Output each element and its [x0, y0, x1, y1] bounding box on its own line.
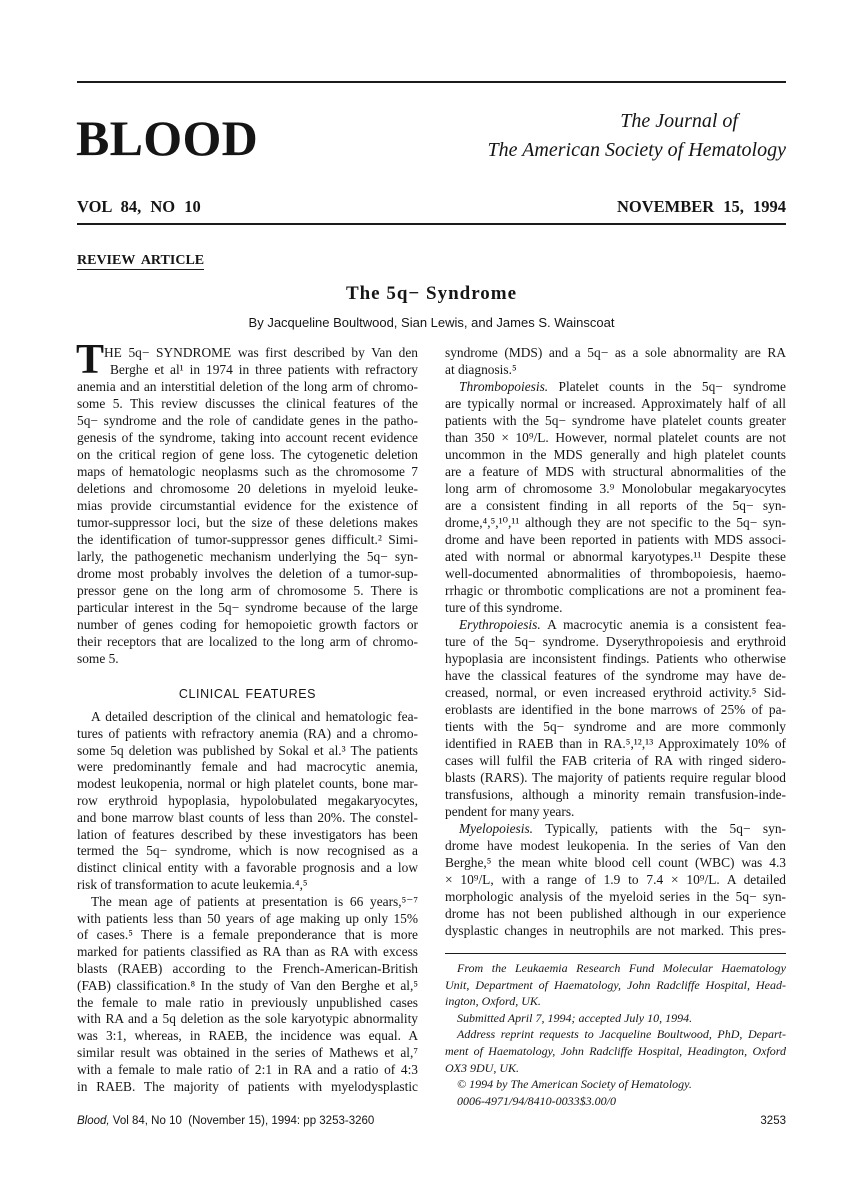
- text-line: [445, 871, 786, 888]
- line-text: modest leukopenia, normal or high platelet counts, bone mar-: [77, 776, 418, 792]
- left-column-clinical-features: [77, 709, 418, 1095]
- footer-journal-name: Blood,: [77, 1115, 110, 1127]
- text-line: [77, 582, 418, 599]
- text-line: [445, 616, 786, 633]
- section-heading-clinical-features: CLINICAL FEATURES: [178, 687, 317, 701]
- text-line: [445, 684, 786, 701]
- line-text: tumor-suppressor loci, but the size of these deletions makes: [77, 515, 418, 530]
- line-text: hypoplasia are inconsistent findings. Patients who otherwise: [445, 651, 786, 666]
- line-text: termed the 5q− syndrome, which is now recognised as a: [77, 843, 418, 859]
- line-text: lation of features described by these investigators has been: [77, 826, 418, 842]
- line-text: uncommon in the MDS generally and high platelet counts: [445, 447, 786, 462]
- volume-issue: VOL 84, NO 10: [77, 197, 201, 216]
- line-text: some 5. This review discusses the clinical features of the: [77, 396, 418, 411]
- text-line: [445, 361, 786, 378]
- text-line: [445, 497, 786, 514]
- text-line: [77, 378, 418, 395]
- text-line: [77, 548, 418, 565]
- line-text: number of genes coding for hemopoietic growth factors or: [77, 617, 418, 632]
- text-line: [77, 565, 418, 582]
- line-text: with a female to male ratio of 2:1 in RA and a ratio of 4:3: [77, 1061, 418, 1077]
- text-line: [445, 769, 786, 786]
- text-line: [77, 1079, 418, 1096]
- text-line: [445, 786, 786, 803]
- line-text: are a feature of MDS with structural abnormalities of the: [445, 464, 786, 479]
- line-text: ment of Haematology, John Radcliffe Hospital, Headington, Oxford: [445, 1043, 786, 1058]
- text-line: [77, 995, 418, 1012]
- footnotes: [445, 960, 786, 1109]
- text-line: [77, 961, 418, 978]
- text-line: [77, 743, 418, 760]
- text-line: [445, 718, 786, 735]
- line-text: larly, the pathogenetic mechanism underlying the 5q− syn-: [77, 549, 418, 564]
- text-line: [445, 650, 786, 667]
- line-text: drome most probably involves the deletion of a tumor-sup-: [77, 566, 418, 581]
- line-text: creased, normal, or even increased erythroid activity.⁵ Sid-: [445, 685, 786, 700]
- line-text: deletions and chromosome 20 deletions in myeloid leuke-: [77, 481, 418, 496]
- text-line: [77, 726, 418, 743]
- line-text: genesis of the syndrome, taking into account recent evidence: [77, 430, 418, 445]
- text-line: [445, 344, 786, 361]
- line-text: marked for patients classified as RA than as RA with excess: [77, 944, 418, 960]
- line-text: ture of this syndrome.: [445, 600, 563, 615]
- line-text: drome and have been reported in patients with MDS associ-: [445, 532, 786, 547]
- text-line: [445, 548, 786, 565]
- text-line: [77, 944, 418, 961]
- line-text: Typically, patients with the 5q− syn-: [533, 821, 786, 836]
- text-line: [445, 446, 786, 463]
- text-line: [77, 531, 418, 548]
- text-line: [445, 960, 786, 977]
- text-line: [445, 514, 786, 531]
- line-text: Address reprint requests to Jacqueline Boultwood, PhD, Depart-: [457, 1027, 786, 1042]
- text-line: [77, 810, 418, 827]
- line-text: eroblasts are identified in the bone marrows of 25% of pa-: [445, 702, 786, 717]
- text-line: [77, 361, 418, 378]
- text-line: [77, 514, 418, 531]
- text-line: [445, 735, 786, 752]
- text-line: [77, 877, 418, 894]
- line-text: © 1994 by The American Society of Hematology.: [457, 1077, 692, 1092]
- text-line: [445, 599, 786, 616]
- footnote-rule: [445, 953, 786, 954]
- line-text: pressor gene on the long arm of chromosome 5. There is: [77, 583, 418, 598]
- line-text: distinct clinical entity with a favorable prognosis and a low: [77, 860, 418, 876]
- line-text: particular interest in the 5q− syndrome because of the large: [77, 600, 418, 615]
- text-line: [445, 1093, 786, 1110]
- line-text: tures of patients with refractory anemia (RA) and a chromo-: [77, 725, 418, 741]
- line-text: 0006-4971/94/8410-0033$3.00/0: [457, 1093, 616, 1108]
- text-line: [445, 1076, 786, 1093]
- text-line: [77, 429, 418, 446]
- line-text: anemia and an interstitial deletion of the long arm of chromo-: [77, 379, 418, 394]
- line-text: pendent for many years.: [445, 804, 575, 819]
- line-text: 5q− syndrome and the role of candidate genes in the patho-: [77, 413, 418, 428]
- text-line: [77, 1028, 418, 1045]
- line-text: the female to male ratio in previously unpublished cases: [77, 994, 418, 1010]
- left-column-intro: [77, 344, 418, 667]
- line-text: Berghe et al¹ in 1974 in three patients with refractory: [110, 362, 418, 377]
- line-text: syndrome (MDS) and a 5q− as a sole abnormality are RA: [445, 345, 786, 360]
- masthead-bottom-rule: [77, 223, 786, 225]
- line-text: have the classical features of the syndrome may have de-: [445, 668, 786, 683]
- text-line: [77, 1011, 418, 1028]
- text-line: [77, 463, 418, 480]
- line-text: morphologic analysis of the myeloid series in the 5q− syn-: [445, 889, 786, 904]
- line-text: on the critical region of gene loss. The cytogenetic deletion: [77, 447, 418, 462]
- text-line: [77, 633, 418, 650]
- text-line: [445, 905, 786, 922]
- text-line: [445, 977, 786, 994]
- line-text: Unit, Department of Haematology, John Radcliffe Hospital, Head-: [445, 977, 786, 992]
- line-text: risk of transformation to acute leukemia.⁴,⁵: [77, 876, 308, 892]
- line-text: OX3 9DU, UK.: [445, 1060, 519, 1075]
- line-text: drome has not been published although in our experience: [445, 906, 786, 921]
- line-text: rrhagic or thrombotic complications are not a prominent fea-: [445, 583, 786, 598]
- footer-citation-details: Vol 84, No 10 (November 15), 1994: pp 3253-3260: [109, 1115, 375, 1127]
- text-line: [445, 820, 786, 837]
- line-text: well-documented abnormalities of thrombopoiesis, haemo-: [445, 566, 786, 581]
- byline: By Jacqueline Boultwood, Sian Lewis, and James S. Wainscoat: [248, 315, 615, 330]
- article-title: The 5q− Syndrome: [345, 283, 518, 304]
- text-line: [445, 854, 786, 871]
- text-line: [445, 531, 786, 548]
- line-text: than 350 × 10⁹/L. However, normal platelet counts are not: [445, 430, 786, 445]
- text-line: [77, 650, 418, 667]
- footer-citation: [77, 1114, 374, 1128]
- text-line: [77, 344, 418, 361]
- line-text: was 3:1, whereas, in RAEB, the incidence was equal. A: [77, 1028, 418, 1044]
- text-line: [445, 993, 786, 1010]
- section-label: REVIEW ARTICLE: [77, 253, 205, 268]
- line-text: row erythroid hypoplasia, hypolobulated megakaryocytes,: [77, 792, 418, 808]
- text-line: [445, 1026, 786, 1043]
- issue-date: NOVEMBER 15, 1994: [616, 197, 786, 216]
- text-line: [77, 927, 418, 944]
- line-text: HE 5q− SYNDROME was first described by Van den: [104, 345, 418, 360]
- line-text: are a consistent finding in all reports of the 5q− syn-: [445, 498, 786, 513]
- masthead-top-rule: [77, 81, 786, 83]
- text-line: [445, 565, 786, 582]
- line-text: the identification of tumor-suppressor genes difficult.² Simi-: [77, 532, 418, 547]
- text-line: [445, 480, 786, 497]
- text-line: [77, 894, 418, 911]
- line-text: ture of the 5q− syndrome. Dyserythropoiesis and erythroid: [445, 634, 786, 649]
- line-text: and bone marrow blast counts of less than 20%. The constel-: [77, 809, 418, 825]
- text-line: [445, 922, 786, 939]
- line-text: blasts (RARS). The majority of patients require regular blood: [445, 770, 786, 785]
- text-line: [445, 412, 786, 429]
- text-line: [445, 463, 786, 480]
- line-text: blasts (RAEB) according to the French-American-British: [77, 960, 418, 976]
- text-line: [77, 616, 418, 633]
- text-line: [77, 709, 418, 726]
- text-line: [77, 497, 418, 514]
- text-line: [77, 599, 418, 616]
- line-text: ington, Oxford, UK.: [445, 994, 541, 1009]
- line-text: The mean age of patients at presentation is 66 years,⁵⁻⁷: [91, 893, 418, 909]
- line-text: of cases.⁵ There is a female preponderance that is more: [77, 927, 418, 943]
- text-line: [77, 978, 418, 995]
- text-line: [445, 395, 786, 412]
- line-text: identified in RAEB than in RA.⁵,¹²,¹³ Approximately 10% of: [445, 736, 786, 751]
- text-line: [445, 837, 786, 854]
- text-line: [77, 1045, 418, 1062]
- line-text: some 5q deletion was published by Sokal et al.³ The patients: [77, 742, 418, 758]
- text-line: [445, 701, 786, 718]
- line-text: transfusions, although a minority remain transfusion-inde-: [445, 787, 786, 802]
- text-line: [445, 752, 786, 769]
- line-text: dysplastic changes in neutrophils are not marked. This pres-: [445, 923, 786, 938]
- text-line: [77, 911, 418, 928]
- text-line: [445, 888, 786, 905]
- run-in-subheading: Thrombopoiesis.: [459, 379, 549, 394]
- line-text: A macrocytic anemia is a consistent fea-: [540, 617, 786, 632]
- text-line: [77, 759, 418, 776]
- text-line: [77, 395, 418, 412]
- text-line: [445, 1043, 786, 1060]
- journal-subtitle-line-2: The American Society of Hematology: [487, 139, 786, 161]
- line-text: Berghe,⁵ the mean white blood cell count (WBC) was 4.3: [445, 855, 786, 870]
- run-in-subheading: Myelopoiesis.: [459, 821, 534, 836]
- line-text: drome have modest leukopenia. In the series of Van den: [445, 838, 786, 853]
- text-line: [77, 480, 418, 497]
- text-line: [445, 1010, 786, 1027]
- line-text: patients with the 5q− syndrome have platelet counts greater: [445, 413, 786, 428]
- journal-subtitle-line-1: The Journal of: [620, 110, 738, 132]
- line-text: (FAB) classification.⁸ In the study of Van den Berghe et al,⁵: [77, 977, 418, 993]
- text-line: [77, 827, 418, 844]
- line-text: From the Leukaemia Research Fund Molecular Haematology: [457, 961, 786, 975]
- line-text: in RAEB. The majority of patients with myelodysplastic: [77, 1078, 418, 1094]
- line-text: similar result was obtained in the series of Mathews et al,⁷: [77, 1044, 418, 1060]
- line-text: long arm of chromosome 3.⁹ Monolobular megakaryocytes: [445, 481, 786, 496]
- text-line: [77, 776, 418, 793]
- text-line: [77, 1062, 418, 1079]
- text-line: [77, 843, 418, 860]
- text-line: [445, 1060, 786, 1077]
- line-text: Submitted April 7, 1994; accepted July 10, 1994.: [457, 1010, 693, 1025]
- line-text: A detailed description of the clinical and hematologic fea-: [91, 709, 418, 724]
- line-text: Platelet counts in the 5q− syndrome: [548, 379, 786, 394]
- line-text: drome,⁴,⁵,¹⁰,¹¹ although they are not specific to the 5q− syn-: [445, 515, 786, 530]
- line-text: maps of hematologic neoplasms such as the chromosome 7: [77, 464, 418, 479]
- text-line: [445, 378, 786, 395]
- text-line: [77, 412, 418, 429]
- right-column-body: [445, 344, 786, 939]
- text-line: [445, 803, 786, 820]
- line-text: with patients less than 50 years of age making up only 15%: [77, 910, 418, 926]
- line-text: mias provide circumstantial evidence for the existence of: [77, 498, 418, 513]
- text-line: [77, 793, 418, 810]
- page-number: 3253: [760, 1115, 786, 1127]
- line-text: were predominantly female and had macrocytic anemia,: [77, 759, 418, 775]
- line-text: at diagnosis.⁵: [445, 362, 517, 377]
- journal-name: BLOOD: [76, 110, 259, 166]
- line-text: their receptors that are localized to the long arm of chromo-: [77, 634, 418, 649]
- text-line: [77, 860, 418, 877]
- text-line: [445, 667, 786, 684]
- text-line: [77, 446, 418, 463]
- line-text: tients with the 5q− syndrome and are more commonly: [445, 719, 786, 734]
- line-text: cases will fulfil the FAB criteria of RA with ringed sidero-: [445, 753, 786, 768]
- line-text: with RA and a 5q deletion as the sole karyotypic abnormality: [77, 1011, 418, 1027]
- run-in-subheading: Erythropoiesis.: [459, 617, 541, 632]
- text-line: [445, 429, 786, 446]
- text-line: [445, 633, 786, 650]
- text-line: [445, 582, 786, 599]
- line-text: some 5.: [77, 651, 119, 666]
- line-text: × 10⁹/L, with a range of 1.9 to 7.4 × 10⁹/L. A detailed: [445, 872, 786, 887]
- drop-cap: T: [76, 337, 105, 383]
- line-text: are typically normal or increased. Approximately half of all: [445, 396, 786, 411]
- line-text: ated with normal or abnormal karyotypes.¹¹ Despite these: [445, 549, 786, 564]
